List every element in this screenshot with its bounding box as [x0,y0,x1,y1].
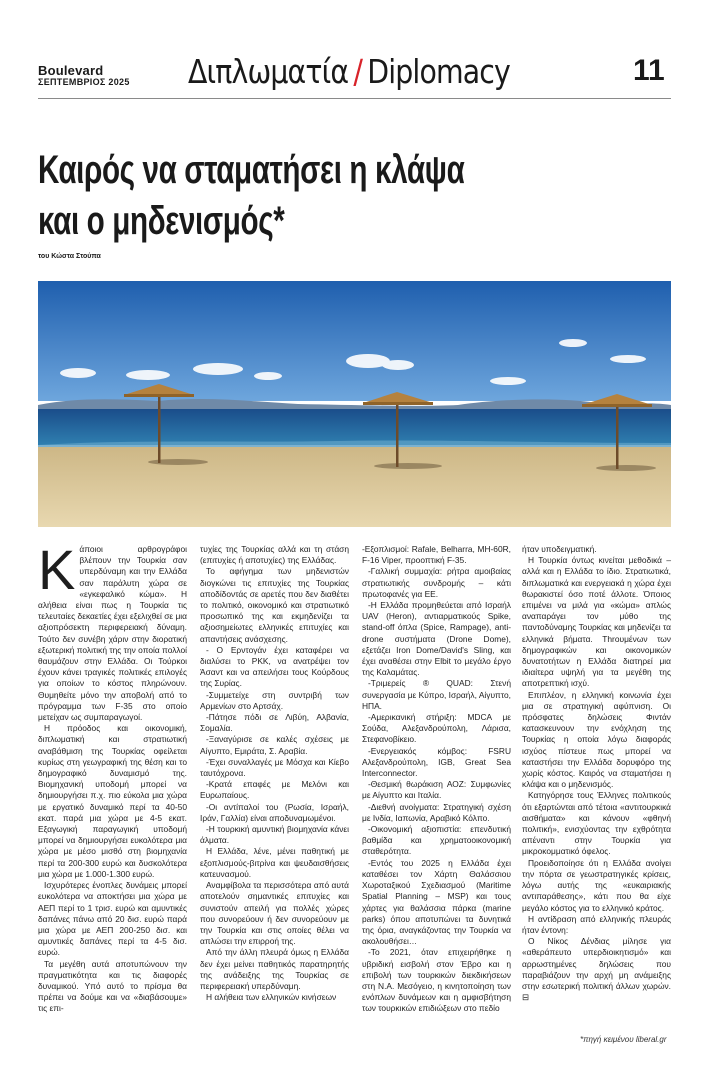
paragraph: Η πρόοδος και οικονομική, διπλωματική και στρατιωτική αναβάθμιση της Τουρκίας οφείλεται κυρίως στη γεωγραφική της θέση και το δημογραφικό δυναμισμό της. Βιομηχανική υποδομή μπορεί να δημιουργήσει π.χ. πιο εύκολα μια χώρα με εργατικό δυναμικό περί τα 40-50 εκατ. παρά μια χώρα με 4-5 εκατ. Εξαγωγική παραγωγική υποδομή μπορεί να δημιουργήσει ευκολότερα μια χώρα με μέσο μισθό στη βιομηχανία περί τα 200-300 ευρώ και δυσκολότερα μια χώρα με 1.000-1.300 ευρώ. [38,723,187,879]
paragraph: Η αλήθεια των ελληνικών κινήσεων [206,992,337,1003]
paragraph: ήταν υποδειγματική. [522,544,597,554]
paragraph: -Πάτησε πόδι σε Λιβύη, Αλβανία, Σομαλία. [200,712,349,734]
source-note: *πηγή κειμένου liberal.gr [580,1035,667,1044]
paragraph: -Εξοπλισμοί: Rafale, Belharra, MH-60R, F-16 Viper, προοπτική F-35. [362,544,511,566]
section-slash: / [353,52,363,91]
paragraph: -Ξαναγύρισε σε καλές σχέσεις με Αίγυπτο, Εμιράτα, Σ. Αραβία. [200,734,349,756]
paragraph: Τα μεγέθη αυτά αποτυπώνουν την πραγματικότητα και τις διαφορές δυναμικού. Υπό αυτό το πρίσμα θα πρέπει να δούμε και να «διαβάσουμε» τις επι- [38,958,187,1014]
header-brand: Boulevard [38,63,104,78]
paragraph: Επιπλέον, η ελληνική κοινωνία έχει μια σε στρατηγική αφύπνιση. Οι πρόσφατες δηλώσεις Φιντάν κατασκευνουν την ενόχληση της Τουρκίας η οποία λόγω διαφοράς ισχύος πίστευε πως μπορεί να καταστήσει την Ελλάδα δορυφόρο της χωρίς κόστος. Καιρός να σταματήσει η κλάψα και ο μηδενισμός. [522,689,671,790]
paragraph [38,538,187,723]
paragraph: -Θεσμική θωράκιση ΑΟΖ: Συμφωνίες με Αίγυπτο και Ιταλία. [362,779,511,801]
paragraph: - Ο Ερντογάν έχει καταφέρει να διαλύσει το PKK, να ανατρέψει τον Άσαντ και να απειλήσει τους Κούρδους της Συρίας. [200,644,349,689]
paragraph: -Οικονομική αξιοπιστία: επενδυτική βαθμίδα και χρηματοοικονομική σταθερότητα. [362,824,511,857]
paragraph-text: άποιοι αρθρογράφοι βλέπουν την Τουρκία σαν υπερδύναμη και την Ελλάδα σαν παράλυτη χώρα σε «εγκεφαλικό κώμα». Η αλήθεια είναι πως η Τουρκία τις τελευταίες δεκαετίες έχει εξελιχθεί σε μια αξιοπρόσεκτη περιφερειακή δύναμη. Τούτο δεν συνέβη χάριν στην διορατική εξωτερική πολιτική της την οποία πολλοί θαυμάζουν στην Ελλάδα. Οι Τούρκοι έχουν κάνει τραγικές πολιτικές επιλογές για οποίων το κόστος πληρώνουν. Θυμηθείτε μόνο την αποβολή από το πρόγραμμα των F-35 στο οποίο μετείχαν ως συμπαραγωγοί. [38,544,187,723]
photo-sea [38,409,671,445]
section-title-greek: Διπλωματία [188,52,349,91]
paragraph: Η Ελλάδα, λένε, μένει παθητική με εξοπλισμούς-βιτρίνα και ψευδαισθήσεις κατευνασμού. [200,846,349,879]
article-column-1 [38,538,187,1015]
paragraph: -Οι αντίπαλοί του (Ρωσία, Ισραήλ, Ιράν, Γαλλία) είναι αποδυναμωμένοι. [200,801,349,823]
section-title [188,52,510,92]
paragraph: -Έχει συναλλαγές με Μόσχα και Κίεβο ταυτόχρονα. [200,756,349,779]
beach-photo [38,281,671,527]
page-number: 11 [633,54,665,87]
paragraph: Αναμφίβολα τα περισσότερα από αυτά αποτελούν σημαντικές επιτυχίες και συνιστούν απειλή για πολλές χώρες που συνορεύουν ή δεν συνορεύουν με την Τουρκία και στις οποίες θέλει να απλώσει την επιρροή της. [200,880,349,947]
paragraph: Η αντίδραση από ελληνικής πλευράς ήταν έντονη: [522,913,671,935]
paragraph: Η Τουρκία όντως κινείται μεθοδικά – αλλά και η Ελλάδα το ίδιο. Στρατιωτικά, διπλωματικά και ενεργειακά η χώρα έχει θωρακιστεί όσο ποτέ άλλοτε. Όποιος επιμένει να μιλά για «κώμα» απλώς αναπαράγει τον μύθο της παντοδύναμης Τουρκίας και μηδενίζει τα ελληνικά βήματα. Throυμένων των δημογραφικών και οικονομικών δυνατοτήτων η Ελλάδα διατηρεί μια ιδιαίτερα υψηλή για τα μεγέθη της αποτρεπτική ισχύ. [522,555,671,689]
paragraph: -Αμερικανική στήριξη: MDCA με Σούδα, Αλεξανδρούπολη, Λάρισα, Στεφανοβίκειο. [362,712,511,745]
photo-sand [38,447,671,527]
header-date: ΣΕΠΤΕΜΒΡΙΟΣ 2025 [38,77,130,87]
byline: του Κώστα Στούπα [38,253,101,260]
paragraph: -Το 2021, όταν επιχειρήθηκε η υβριδική εισβολή στον Έβρο και η επιβολή των τουρκικών διεκδικήσεων στη Ν.Α. Μεσόγειο, η κινητοποίηση των ενόπλων δυνάμεων και η αμφισβήτηση των τουρκικών επιδιώξεων στο πεδίο [362,947,511,1014]
header-divider [38,98,671,99]
paragraph: -Ενεργειακός κόμβος: FSRU Αλεξανδρούπολη, IGB, Great Sea Interconnector. [362,745,511,779]
paragraph: -Η Ελλάδα προμηθεύεται από Ισραήλ UAV (Heron), αντιαρματικούς Spike, stand-off όπλα (Spice, Rampage), anti-drone συστήματα (Drone Dome), εξετάζει Iron Dome/David's Sling, και έχει αναθέσει στην Elbit το μεγάλο έργο της Καλαμάτας. [362,600,511,678]
paragraph: -Εντός του 2025 η Ελλάδα έχει καταθέσει τον Χάρτη Θαλάσσιου Χωροταξικού Σχεδιασμού (Maritime Spatial Planning – MSP) και τους χάρτες για θαλάσσια πάρκα (marine parks) όπου αποτυπώνει τα δυνητικά της όρια, αναγκάζοντας την Τουρκία να ακολουθήσει… [362,857,511,947]
article-title-line-2: και ο μηδενισμός* [38,199,285,243]
paragraph: τυχίες της Τουρκίας αλλά και τη στάση (επιτυχίες ή αποτυχίες) της Ελλάδας. [200,544,349,566]
paragraph: Ο Νίκος Δένδιας μίλησε για «αθεράπευτο υπερδιοικητισμό» και αρρωστημένες δηλώσεις που παραβιάζουν την αρχή μη ανάμειξης στην εσωτερική πολιτική άλλων χωρών. ⊟ [522,936,671,1003]
paragraph: Ισχυρότερες ένοπλες δυνάμεις μπορεί ευκολότερα να αποκτήσει μια χώρα με ΑΕΠ περί το 1 τρισ. ευρώ και αμυντικές δαπάνες πάνω από 20 δισ. ευρώ παρά μια χώρα με ΑΕΠ 200-250 δισ. και αμυντικές δαπάνες περί τα 4-5 δισ. ευρώ. [38,880,187,958]
paragraph: -Τριμερείς ® QUAD: Στενή συνεργασία με Κύπρο, Ισραήλ, Αίγυπτο, ΗΠΑ. [362,678,511,711]
paragraph: -Διεθνή ανοίγματα: Στρατηγική σχέση με Ινδία, Ιαπωνία, Αραβικό Κόλπο. [362,801,511,823]
paragraph: -Γαλλική συμμαχία: ρήτρα αμοιβαίας στρατιωτικής συνδρομής – κάτι πρωτοφανές για ΕΕ. [362,566,511,599]
paragraph: Από την άλλη πλευρά όμως η Ελλάδα δεν έχει μείνει παθητικός παρατηρητής της ανάδειξης της Τουρκίας σε περιφερειακή υπερδύναμη. [200,947,349,991]
drop-cap: Κ [38,538,76,601]
article-column-4 [522,544,671,1003]
article-title-line-1: Καιρός να σταματήσει η κλάψα [38,148,465,192]
paragraph: Κατηγόρησε τους Έλληνες πολιτικούς ότι εξαρτώνται από τέτοια «αντιτουρκικά αισθήματα» και κάνουν «φθηνή πολιτική», ενισχύοντας την εχθρότητα απέναντι στην Τουρκία για μικροκομματικό όφελος. [522,790,671,857]
paragraph: Προειδοποίησε ότι η Ελλάδα ανοίγει την πόρτα σε γεωστρατηγικές κρίσεις, λόγω αυτής της «ευκαιριακής αντιπαράθεσης», κάτι που θα είχε μεγάλο κόστος για το ελληνικό κράτος. [522,857,671,913]
section-title-english: Diplomacy [367,52,510,91]
paragraph: -Συμμετείχε στη συντριβή των Αρμενίων στο Αρτσάχ. [200,689,349,711]
article-title [38,145,482,247]
paragraph: -Κρατά επαφές με Μελόνι και Ευρωπαίους. [200,779,349,801]
article-column-2 [200,544,349,1003]
article-column-3 [362,544,511,1015]
paragraph: -Η τουρκική αμυντική βιομηχανία κάνει άλματα. [200,824,349,846]
paragraph: Το αφήγημα των μηδενιστών διογκώνει τις επιτυχίες της Τουρκίας αποδίδοντάς σε αρετές που δεν διαθέτει το πολιτικό, οικονομικό και στρατιωτικό προσωπικό της και εκμηδενίζει τα αξιοσημείωτες ελληνικές επιτυχίες και απαντήσεις ανάσχεσης. [200,566,349,644]
